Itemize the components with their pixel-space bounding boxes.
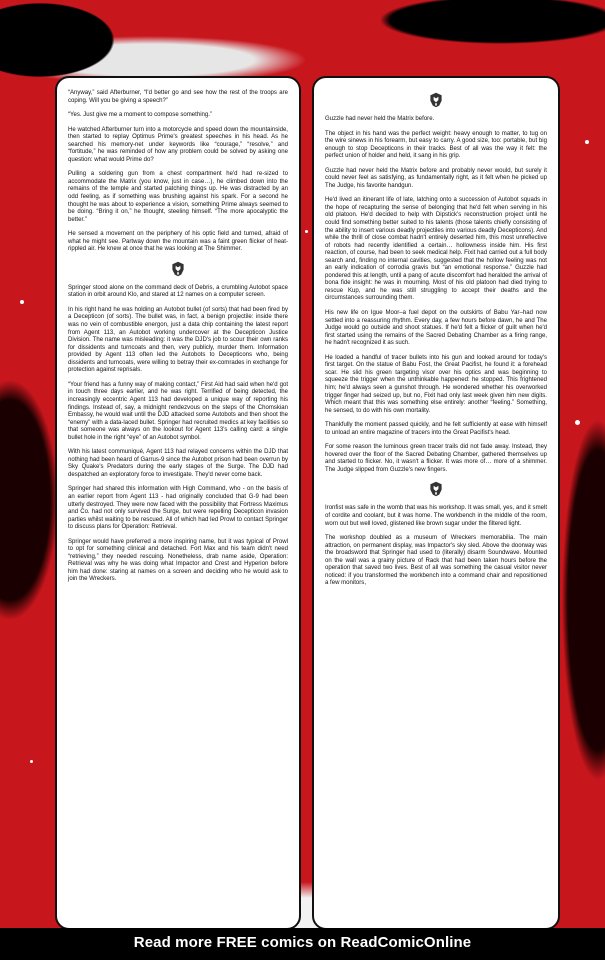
right-paragraph: His new life on Igue Moor–a fuel depot on the outskirts of Babu Yar–had now settled into a reassuring rhythm. Every day, a few hours before dawn, he and The Judge would go outside and shoot statues. If he'd felt a flicker of guilt when he'd first started using the remains of the Sacred Debating Chamber as a firing range, he hadn't recognized it as such. (325, 310, 547, 347)
background-speck (20, 300, 24, 304)
left-paragraph: Springer would have preferred a more inspiring name, but it was typical of Prowl to opt for something clinical and detached. Fort Max and his team didn't need “retrieving,” they needed rescuing. Nonetheless, drab name aside, Operation: Retrieval was why he was doing what Impactor and Crest and Hyperion before him had done: staring at names on a screen and deciding who he would ask to join the Wreckers. (68, 538, 288, 583)
right-paragraph: Guzzle had never held the Matrix before and probably never would, but surely it could never feel as satisfying, as fundamentally right, as it felt when he picked up The Judge, his favorite handgun. (325, 167, 547, 189)
autobot-symbol-icon (428, 92, 444, 108)
left-paragraph: Springer stood alone on the command deck of Debris, a crumbling Autobot space station in orbit around Klo, and stared at 12 names on a computer screen. (68, 284, 288, 299)
background-speck (585, 140, 589, 144)
right-paragraph: For some reason the luminous green tracer trails did not fade away. Instead, they hovered over the floor of the Sacred Debating Chamber, gathered themselves up and started to flicker. No, it wasn't a flicker. It was more of… more of a shimmer. The Judge slipped from Guzzle's new fingers. (325, 444, 547, 473)
right-paragraph: Guzzle had never held the Matrix before. (325, 116, 435, 122)
background-speck (30, 760, 33, 763)
left-paragraph: With his latest communiqué, Agent 113 had relayed concerns within the DJD that nothing had been heard of Garrus-9 since the Autobot prison had been overrun by Sky Quake's Predators during the early stages of the Surge. The DJD had despatched an exploratory force to investigate. They'd never come back. (68, 449, 288, 478)
background-speck (575, 420, 580, 425)
right-paragraph: He loaded a handful of tracer bullets into his gun and looked around for today's first target. On the statue of Babu Fost, the Great Pacifist, he found it: a forehead scar. He slid his green targeting visor over his optics and was beginning to squeeze the trigger when the unthinkable happened: he stopped. This frightened him; he'd always seen a gunshot through. He wondered whether his overworked trigger finger had seized up, but no, Fixit had only last week given him new digits. Which meant that this was something else entirely: another “feeling.” Something, he sensed, to do with his own mortality. (325, 354, 547, 414)
left-paragraph: Springer had shared this information with High Command, who - on the basis of an earlier report from Agent 113 - had originally concluded that G-9 had been utterly destroyed. They were now faced with the possibility that Fortress Maximus and Co. had not only survived the Surge, but were repelling Decepticon invasion parties whilst waiting to be rescued. All of which had led Prowl to contact Springer to discuss plans for Operation: Retrieval. (68, 486, 288, 531)
left-text-panel (55, 76, 301, 930)
left-paragraph: He sensed a movement on the periphery of his optic field and turned, afraid of what he might see. Partway down the mountain was a faint green flicker of heat-rippled air. He knew at once that he was looking at The Shimmer. (68, 231, 288, 253)
right-text-panel (312, 76, 560, 930)
left-paragraph: Pulling a soldering gun from a chest compartment he'd had re-sized to accommodate the Matrix (you know, just in case…), he climbed down into the remains of the temple and started patching things up. He was distracted by an odd feeling, as if something was brushing against his spark. For a second he thought he was about to experience a vision, something Prime always seemed to be doing. “Bring it on,” he thought, steeling himself. “The more apocalyptic the better.” (68, 171, 288, 223)
left-paragraph: “Your friend has a funny way of making contact,” First Aid had said when he'd got in touch three days earlier, and he was right. Terrified of being detected, the increasingly eccentric Agent 113 had developed a unique way of reporting his findings. Instead of, say, a midnight rendezvous on the steps of the Chomskian Embassy, he would wait until the DJD attacked some Autobots and then shoot the “enemy” with a data-laced bullet. Springer had recruited medics at key facilities so that someone was always on the lookout for Agent 113's calling card: a single bullet hole in the right “eye” of an Autobot symbol. (68, 381, 288, 441)
autobot-symbol-icon (428, 481, 444, 497)
autobot-symbol-icon (170, 261, 186, 277)
left-paragraph: He watched Afterburner turn into a motorcycle and speed down the mountainside, then started to replay Optimus Prime's greatest speeches in his head. As he searched his memory-net under keywords like “courage,” “resolve,” and “fortitude,” he was reminded of how any problem could be solved by asking one question: what would Prime do? (68, 126, 288, 163)
right-paragraph: He'd lived an itinerant life of late, latching onto a succession of Autobot squads in the hope of recapturing the sense of belonging that he'd felt when serving in his old platoon. He'd decided to help with Dipstick's reconstruction project until he could find something better suited to his talents (those talents chiefly consisting of the ability to insert various deadly projectiles into various deadly Decepticons). And while the thrill of close combat hadn't entirely deserted him, this most unreflective of robots had recently identified a certain… hollowness inside him. His first reaction, of course, had been to seek medical help. Fixit had carried out a full body search and, finding no internal cavities, suggested that the hollow feeling was not an early indication of corrodia gravis but “an emotional response.” Guzzle had pondered this at length, until a pang of acute discomfort had heralded the arrival of bona fide insight: he was in mourning. Most of his old platoon had died trying to rescue Kup, and he was still struggling to accept their deaths and the circumstances surrounding them. (325, 197, 547, 302)
footer-banner[interactable]: Read more FREE comics on ReadComicOnline (0, 928, 605, 960)
left-paragraph: In his right hand he was holding an Autobot bullet (of sorts) that had been fired by a Decepticon (of sorts). The bullet was, in fact, a benign projectile: inside there was no vein of combustible energon, just a data chip containing the latest report from Agent 113, an Autobot working undercover at the Decepticon Justice Division. The name was misleading: it was the DJD's job to scour their own ranks for dissidents and turncoats and then, very publicly, murder them. Information provided by Agent 113 often led the Autobots to Decepticons who, being dissidents and turncoats, were willing to betray their ex-comrades in exchange for protection against reprisals. (68, 306, 288, 374)
left-paragraph: “Anyway,” said Afterburner, “I'd better go and see how the rest of the troops are coping. Will you be giving a speech?” (68, 90, 288, 104)
right-paragraph: The object in his hand was the perfect weight: heavy enough to matter, to tug on the wire sinews in his forearm, but easy to carry. A good size, too: portable, but big enough to stop Decepticons in their tracks. Best of all was the way it felt: the perfect union of holder and held, it sang in his grip. (325, 130, 547, 160)
right-paragraph: Ironfist was safe in the womb that was his workshop. It was small, yes, and it smelt of cordite and coolant, but it was home. The workbench in the middle of the room, worn out but well loved, glistened like brown sugar under the filtered light. (325, 505, 547, 527)
background-speck (305, 230, 308, 233)
right-paragraph: Thankfully the moment passed quickly, and he felt sufficiently at ease with himself to unload an entire magazine of tracers into the Great Pacifist's head. (325, 422, 547, 436)
right-paragraph: The workshop doubled as a museum of Wreckers memorabilia. The main attraction, on permanent display, was Impactor's sky sled. Above the doorway was the broadsword that Springer had used to (literally) disarm Soundwave. Mounted on the wall was a grainy picture of Rack that had been taken hours before the operation that saved two lives. Best of all was something the casual visitor never noticed: if you transformed the workbench into a command chair and repositioned a few monitors, (325, 535, 547, 587)
left-paragraph: “Yes. Just give me a moment to compose something.” (68, 112, 212, 119)
